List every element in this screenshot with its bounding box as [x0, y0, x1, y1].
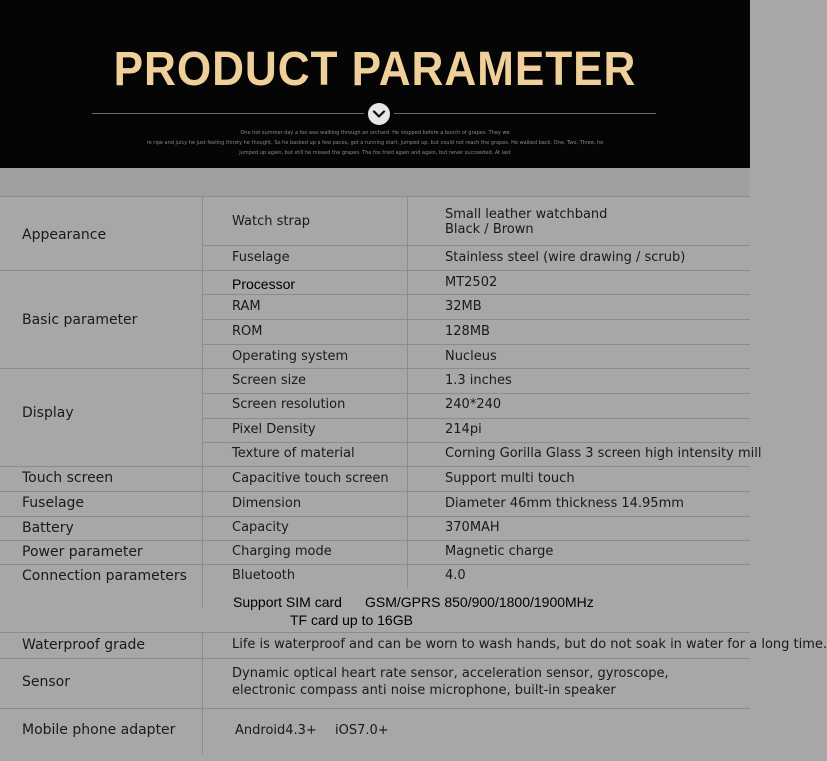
- category-appearance: Appearance: [22, 227, 107, 243]
- param-value: 4.0: [445, 568, 466, 583]
- header-divider-left: [92, 113, 364, 114]
- header-banner: [0, 0, 750, 168]
- param-label: ROM: [232, 324, 263, 339]
- category-battery: Battery: [22, 520, 74, 536]
- param-value: 214pi: [445, 422, 482, 437]
- blurb-line: jumped up again, but still he missed the grapes. The fox tried again and again, but never succeeded. At last: [239, 150, 511, 156]
- param-value: 32MB: [445, 299, 482, 314]
- row-divider: [0, 632, 750, 633]
- param-value: MT2502: [445, 275, 498, 290]
- row-divider: [0, 491, 750, 492]
- row-divider: [202, 319, 750, 320]
- gsm-bands-note: GSM/GPRS 850/900/1800/1900MHz: [365, 594, 594, 610]
- category-touch-screen: Touch screen: [22, 470, 114, 486]
- param-value: Small leather watchband: [445, 207, 608, 222]
- row-divider: [202, 344, 750, 345]
- param-label: Charging mode: [232, 544, 332, 559]
- category-sensor: Sensor: [22, 674, 70, 690]
- param-label: Capacity: [232, 520, 289, 535]
- param-value: Life is waterproof and can be worn to wash hands, but do not soak in water for a long time.: [232, 637, 827, 652]
- param-value: Support multi touch: [445, 471, 575, 486]
- category-mobile-phone-adapter: Mobile phone adapter: [22, 722, 176, 738]
- row-divider: [0, 564, 750, 565]
- param-value: electronic compass anti noise microphone, built-in speaker: [232, 683, 616, 698]
- row-divider: [202, 294, 750, 295]
- android-version: Android4.3+: [235, 723, 317, 738]
- param-value: Diameter 46mm thickness 14.95mm: [445, 496, 684, 511]
- category-basic-parameter: Basic parameter: [22, 312, 138, 328]
- param-value: Dynamic optical heart rate sensor, acceleration sensor, gyroscope,: [232, 666, 669, 681]
- param-value: Black / Brown: [445, 222, 534, 237]
- page-title: PRODUCT PARAMETER: [113, 43, 637, 96]
- category-fuselage: Fuselage: [22, 495, 85, 511]
- chevron-down-icon: [368, 103, 390, 125]
- param-value: Stainless steel (wire drawing / scrub): [445, 250, 686, 265]
- row-divider: [202, 393, 750, 394]
- row-divider: [202, 418, 750, 419]
- param-label: Bluetooth: [232, 568, 296, 583]
- sim-card-note: Support SIM card: [233, 594, 342, 610]
- row-divider: [0, 368, 750, 369]
- param-label: Watch strap: [232, 214, 311, 229]
- row-divider: [0, 466, 750, 467]
- category-connection-parameters: Connection parameters: [22, 568, 187, 584]
- param-value: 240*240: [445, 397, 502, 412]
- header-divider-right: [394, 113, 656, 114]
- row-divider: [0, 540, 750, 541]
- param-label: Operating system: [232, 349, 349, 364]
- row-divider: [0, 196, 750, 197]
- column-divider: [202, 196, 203, 608]
- param-label: Fuselage: [232, 250, 290, 265]
- row-divider: [202, 245, 750, 246]
- param-value: Corning Gorilla Glass 3 screen high intensity mill: [445, 446, 762, 461]
- param-label: Dimension: [232, 496, 302, 511]
- param-label: Screen size: [232, 373, 307, 388]
- table-top-band: [0, 168, 750, 196]
- tf-card-note: TF card up to 16GB: [290, 612, 413, 628]
- category-power-parameter: Power parameter: [22, 544, 143, 560]
- blurb-line: re ripe and juicy he just feeling thirsty he thought. So he backed up a few paces, got a running start, jumped up, but could not reach the grapes. He walked back. One, Two, Three, he: [146, 140, 604, 146]
- row-divider: [0, 658, 750, 659]
- param-label: Texture of material: [232, 446, 355, 461]
- column-divider: [202, 632, 203, 754]
- param-label: Pixel Density: [232, 422, 316, 437]
- ios-version: iOS7.0+: [335, 723, 389, 738]
- blurb-line: One hot summer day a fox was walking through an orchard. He stopped before a bunch of grapes. They we: [240, 130, 510, 136]
- param-value: 128MB: [445, 324, 490, 339]
- category-display: Display: [22, 405, 74, 421]
- row-divider: [0, 708, 750, 709]
- param-value: Nucleus: [445, 349, 497, 364]
- param-label: Processor: [232, 276, 296, 292]
- param-value: Magnetic charge: [445, 544, 554, 559]
- param-value: 1.3 inches: [445, 373, 512, 388]
- param-value: 370MAH: [445, 520, 500, 535]
- row-divider: [0, 270, 750, 271]
- category-waterproof-grade: Waterproof grade: [22, 637, 145, 653]
- row-divider: [202, 442, 750, 443]
- param-label: Capacitive touch screen: [232, 471, 389, 486]
- param-label: RAM: [232, 299, 261, 314]
- column-divider: [407, 196, 408, 588]
- row-divider: [0, 516, 750, 517]
- param-label: Screen resolution: [232, 397, 346, 412]
